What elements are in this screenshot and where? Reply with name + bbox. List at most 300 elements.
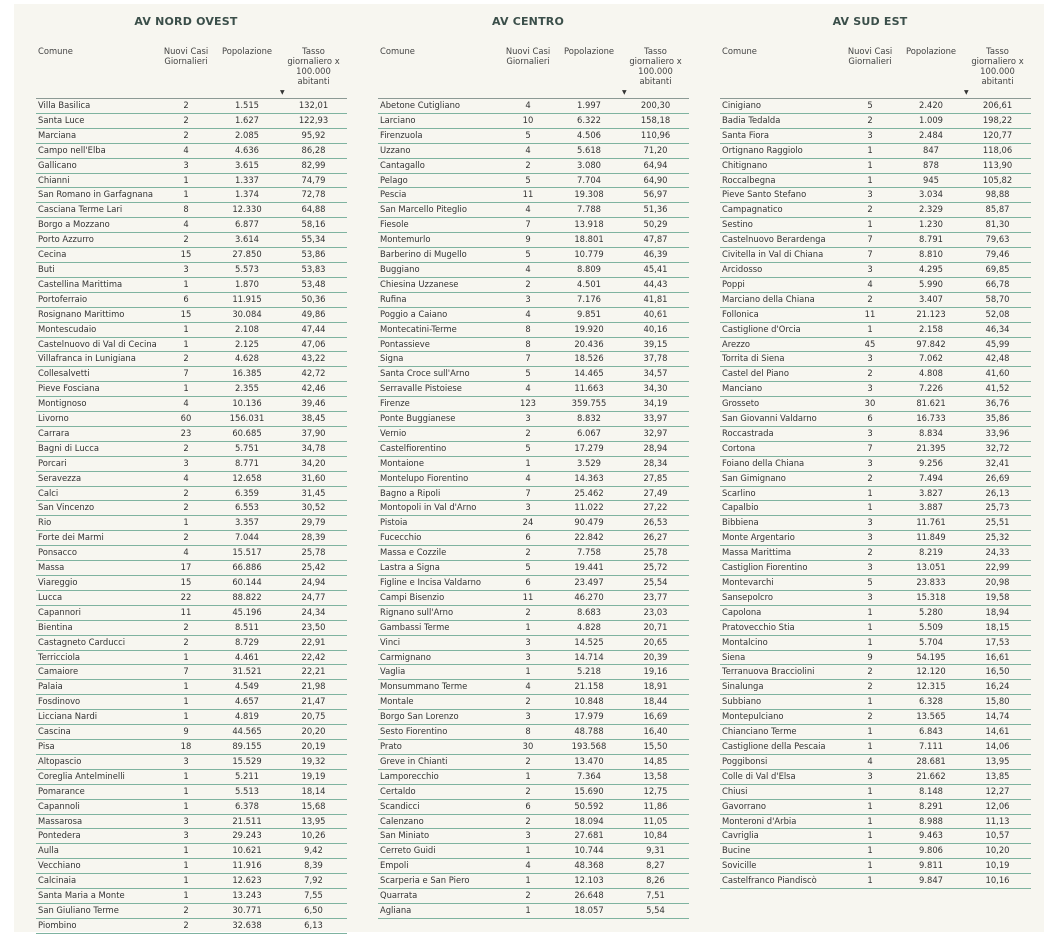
cell-cases: 3 — [500, 635, 556, 650]
cell-population: 12.120 — [898, 665, 964, 680]
cell-population: 1.997 — [556, 99, 622, 114]
cell-comune: Castelnuovo Berardenga — [720, 233, 842, 248]
cell-population: 13.470 — [556, 754, 622, 769]
column-header-cases[interactable]: Nuovi Casi Giornalieri — [500, 42, 556, 99]
table-row — [378, 337, 689, 352]
cell-population: 15.529 — [214, 754, 280, 769]
table-row — [36, 769, 347, 784]
table-row — [720, 113, 1031, 128]
table-row — [378, 725, 689, 740]
cell-population: 3.357 — [214, 516, 280, 531]
cell-rate: 79,63 — [964, 233, 1031, 248]
cell-comune: Montevarchi — [720, 576, 842, 591]
cell-rate: 52,08 — [964, 307, 1031, 322]
cell-cases: 2 — [158, 620, 214, 635]
cell-comune: Fiesole — [378, 218, 500, 233]
sort-descending-icon[interactable]: ▼ — [622, 89, 627, 96]
table-row — [36, 889, 347, 904]
cell-population: 12.330 — [214, 203, 280, 218]
cell-rate: 53,48 — [280, 277, 347, 292]
cell-cases: 9 — [842, 650, 898, 665]
cell-comune: Castelnuovo di Val di Cecina — [36, 337, 158, 352]
cell-rate: 18,15 — [964, 620, 1031, 635]
cell-rate: 8,26 — [622, 874, 689, 889]
cell-comune: Pieve Santo Stefano — [720, 188, 842, 203]
cell-rate: 10,84 — [622, 829, 689, 844]
cell-cases: 3 — [842, 769, 898, 784]
cell-cases: 7 — [842, 248, 898, 263]
cell-population: 9.811 — [898, 859, 964, 874]
cell-population: 3.529 — [556, 456, 622, 471]
cell-rate: 28,34 — [622, 456, 689, 471]
cell-cases: 2 — [842, 471, 898, 486]
cell-cases: 3 — [842, 456, 898, 471]
cell-cases: 60 — [158, 412, 214, 427]
cell-rate: 15,68 — [280, 799, 347, 814]
cell-cases: 1 — [158, 769, 214, 784]
cell-cases: 11 — [500, 188, 556, 203]
cell-comune: Villa Basilica — [36, 99, 158, 114]
cell-population: 3.034 — [898, 188, 964, 203]
cell-cases: 2 — [158, 233, 214, 248]
cell-comune: Arcidosso — [720, 262, 842, 277]
table-row — [720, 829, 1031, 844]
cell-population: 6.877 — [214, 218, 280, 233]
sort-descending-icon[interactable]: ▼ — [280, 89, 285, 96]
cell-cases: 4 — [158, 471, 214, 486]
table-row — [36, 143, 347, 158]
cell-comune: Uzzano — [378, 143, 500, 158]
cell-comune: Collesalvetti — [36, 367, 158, 382]
panel-av-nord-ovest — [36, 4, 340, 934]
cell-rate: 16,69 — [622, 710, 689, 725]
cell-comune: Civitella in Val di Chiana — [720, 248, 842, 263]
table-row — [378, 188, 689, 203]
cell-comune: Santa Fiora — [720, 128, 842, 143]
cell-population: 30.771 — [214, 903, 280, 918]
cell-population: 11.022 — [556, 501, 622, 516]
cell-comune: Capolona — [720, 605, 842, 620]
cell-population: 81.621 — [898, 397, 964, 412]
cell-comune: Casciana Terme Lari — [36, 203, 158, 218]
cell-population: 16.733 — [898, 412, 964, 427]
cell-population: 14.525 — [556, 635, 622, 650]
cell-rate: 82,99 — [280, 158, 347, 173]
column-header-population[interactable]: Popolazione — [556, 42, 622, 99]
cell-population: 3.887 — [898, 501, 964, 516]
cell-population: 31.521 — [214, 665, 280, 680]
cell-rate: 45,41 — [622, 262, 689, 277]
cell-rate: 32,72 — [964, 441, 1031, 456]
table-row — [378, 799, 689, 814]
table-row — [720, 99, 1031, 114]
cell-comune: Castagneto Carducci — [36, 635, 158, 650]
column-header-rate[interactable] — [964, 42, 1031, 99]
cell-rate: 11,86 — [622, 799, 689, 814]
cell-cases: 2 — [500, 814, 556, 829]
cell-population: 7.364 — [556, 769, 622, 784]
table-row — [36, 99, 347, 114]
cell-population: 11.915 — [214, 292, 280, 307]
table-row — [378, 769, 689, 784]
cell-comune: Poppi — [720, 277, 842, 292]
cell-comune: San Giuliano Terme — [36, 903, 158, 918]
cell-comune: Santa Maria a Monte — [36, 889, 158, 904]
cell-population: 13.051 — [898, 561, 964, 576]
cell-population: 12.658 — [214, 471, 280, 486]
cell-population: 17.979 — [556, 710, 622, 725]
cell-population: 13.565 — [898, 710, 964, 725]
cell-cases: 1 — [842, 218, 898, 233]
cell-comune: Cerreto Guidi — [378, 844, 500, 859]
cell-cases: 1 — [842, 143, 898, 158]
cell-cases: 5 — [500, 173, 556, 188]
cell-cases: 3 — [500, 829, 556, 844]
table-row — [36, 248, 347, 263]
cell-population: 4.828 — [556, 620, 622, 635]
cell-cases: 5 — [842, 99, 898, 114]
cell-cases: 5 — [500, 248, 556, 263]
cell-cases: 7 — [500, 352, 556, 367]
cell-rate: 11,13 — [964, 814, 1031, 829]
table-row — [378, 233, 689, 248]
cell-comune: Livorno — [36, 412, 158, 427]
table-row — [36, 322, 347, 337]
cell-comune: Arezzo — [720, 337, 842, 352]
cell-population: 9.847 — [898, 874, 964, 889]
cell-comune: Castellina Marittima — [36, 277, 158, 292]
cell-comune: Rosignano Marittimo — [36, 307, 158, 322]
cell-rate: 34,30 — [622, 382, 689, 397]
table-row — [720, 173, 1031, 188]
cell-rate: 198,22 — [964, 113, 1031, 128]
cell-rate: 37,90 — [280, 426, 347, 441]
cell-population: 4.628 — [214, 352, 280, 367]
table-row — [720, 337, 1031, 352]
cell-population: 21.123 — [898, 307, 964, 322]
cell-population: 11.849 — [898, 531, 964, 546]
cell-rate: 18,44 — [622, 695, 689, 710]
cell-rate: 24,94 — [280, 576, 347, 591]
cell-cases: 4 — [500, 680, 556, 695]
cell-cases: 2 — [500, 695, 556, 710]
cell-cases: 2 — [158, 113, 214, 128]
sort-descending-icon[interactable]: ▼ — [964, 89, 969, 96]
table-row — [720, 456, 1031, 471]
cell-comune: Vaglia — [378, 665, 500, 680]
table-row — [720, 203, 1031, 218]
header-row — [36, 42, 347, 99]
cell-population: 66.886 — [214, 561, 280, 576]
cell-cases: 5 — [842, 576, 898, 591]
column-header-population[interactable]: Popolazione — [214, 42, 280, 99]
cell-population: 1.374 — [214, 188, 280, 203]
cell-population: 5.218 — [556, 665, 622, 680]
cell-cases: 6 — [500, 531, 556, 546]
table-row — [36, 471, 347, 486]
cell-rate: 71,20 — [622, 143, 689, 158]
cell-population: 7.226 — [898, 382, 964, 397]
table-row — [720, 397, 1031, 412]
cell-comune: Badia Tedalda — [720, 113, 842, 128]
cell-population: 19.308 — [556, 188, 622, 203]
table-row — [36, 456, 347, 471]
cell-population: 5.751 — [214, 441, 280, 456]
cell-comune: Sovicille — [720, 859, 842, 874]
cell-comune: Pontassieve — [378, 337, 500, 352]
cell-cases: 2 — [158, 918, 214, 933]
cell-population: 8.291 — [898, 799, 964, 814]
table-row — [36, 486, 347, 501]
cell-comune: Chianciano Terme — [720, 725, 842, 740]
cell-comune: Abetone Cutigliano — [378, 99, 500, 114]
cell-comune: San Gimignano — [720, 471, 842, 486]
column-header-rate[interactable] — [622, 42, 689, 99]
cell-cases: 2 — [842, 292, 898, 307]
cell-cases: 3 — [842, 531, 898, 546]
table-row — [36, 531, 347, 546]
cell-comune: Palaia — [36, 680, 158, 695]
cell-population: 9.851 — [556, 307, 622, 322]
cell-rate: 31,60 — [280, 471, 347, 486]
column-header-rate-label: Tasso giornaliero x 100.000 abitanti — [971, 46, 1024, 86]
cell-cases: 15 — [158, 248, 214, 263]
cell-cases: 3 — [842, 128, 898, 143]
cell-population: 1.337 — [214, 173, 280, 188]
table-row — [36, 874, 347, 889]
cell-cases: 1 — [842, 695, 898, 710]
cell-cases: 1 — [158, 874, 214, 889]
cell-rate: 20,65 — [622, 635, 689, 650]
cell-rate: 118,06 — [964, 143, 1031, 158]
cell-comune: Santa Luce — [36, 113, 158, 128]
cell-cases: 10 — [500, 113, 556, 128]
cell-rate: 10,20 — [964, 844, 1031, 859]
table-row — [36, 725, 347, 740]
cell-rate: 34,19 — [622, 397, 689, 412]
cell-comune: Serravalle Pistoiese — [378, 382, 500, 397]
cell-cases: 45 — [842, 337, 898, 352]
table-row — [720, 576, 1031, 591]
column-header-cases[interactable]: Nuovi Casi Giornalieri — [158, 42, 214, 99]
cell-comune: Roccastrada — [720, 426, 842, 441]
cell-population: 4.636 — [214, 143, 280, 158]
cell-population: 359.755 — [556, 397, 622, 412]
cell-cases: 1 — [842, 158, 898, 173]
cell-cases: 4 — [500, 859, 556, 874]
cell-comune: Greve in Chianti — [378, 754, 500, 769]
cell-population: 193.568 — [556, 739, 622, 754]
cell-comune: Borgo San Lorenzo — [378, 710, 500, 725]
cell-comune: Rignano sull'Arno — [378, 605, 500, 620]
cell-population: 48.788 — [556, 725, 622, 740]
table-row — [36, 784, 347, 799]
column-header-comune[interactable]: Comune — [36, 42, 158, 99]
cell-rate: 7,51 — [622, 889, 689, 904]
cell-rate: 13,58 — [622, 769, 689, 784]
cell-rate: 14,06 — [964, 739, 1031, 754]
cell-comune: Sesto Fiorentino — [378, 725, 500, 740]
cell-population: 45.196 — [214, 605, 280, 620]
cell-cases: 1 — [842, 501, 898, 516]
table-row — [720, 784, 1031, 799]
table-row — [720, 650, 1031, 665]
cell-comune: Massarosa — [36, 814, 158, 829]
cell-rate: 31,45 — [280, 486, 347, 501]
table-row — [720, 814, 1031, 829]
cell-comune: Montignoso — [36, 397, 158, 412]
cell-rate: 20,98 — [964, 576, 1031, 591]
cell-cases: 1 — [842, 799, 898, 814]
cell-rate: 25,78 — [622, 546, 689, 561]
table-row — [378, 561, 689, 576]
cell-cases: 1 — [158, 188, 214, 203]
cell-comune: Bagno a Ripoli — [378, 486, 500, 501]
cell-population: 2.355 — [214, 382, 280, 397]
cell-cases: 1 — [158, 710, 214, 725]
column-header-comune[interactable]: Comune — [378, 42, 500, 99]
table-row — [378, 903, 689, 918]
cell-rate: 69,85 — [964, 262, 1031, 277]
cell-rate: 24,33 — [964, 546, 1031, 561]
cell-comune: Seravezza — [36, 471, 158, 486]
cell-cases: 2 — [500, 754, 556, 769]
cell-comune: Porto Azzurro — [36, 233, 158, 248]
column-header-cases[interactable]: Nuovi Casi Giornalieri — [842, 42, 898, 99]
data-table — [378, 42, 689, 919]
cell-rate: 42,48 — [964, 352, 1031, 367]
cell-population: 4.819 — [214, 710, 280, 725]
table-row — [378, 784, 689, 799]
table-row — [36, 739, 347, 754]
cell-rate: 64,90 — [622, 173, 689, 188]
column-header-population[interactable]: Popolazione — [898, 42, 964, 99]
cell-cases: 3 — [158, 754, 214, 769]
table-row — [720, 486, 1031, 501]
cell-population: 60.685 — [214, 426, 280, 441]
cell-population: 8.511 — [214, 620, 280, 635]
cell-cases: 24 — [500, 516, 556, 531]
cell-population: 30.084 — [214, 307, 280, 322]
table-row — [720, 710, 1031, 725]
cell-cases: 4 — [500, 99, 556, 114]
column-header-comune[interactable]: Comune — [720, 42, 842, 99]
table-row — [378, 248, 689, 263]
cell-population: 21.662 — [898, 769, 964, 784]
cell-comune: Quarrata — [378, 889, 500, 904]
table-row — [378, 352, 689, 367]
table-row — [36, 426, 347, 441]
cell-comune: Marciano della Chiana — [720, 292, 842, 307]
cell-comune: Capalbio — [720, 501, 842, 516]
cell-rate: 29,79 — [280, 516, 347, 531]
cell-population: 18.801 — [556, 233, 622, 248]
cell-population: 1.515 — [214, 99, 280, 114]
table-row — [378, 590, 689, 605]
cell-comune: Bagni di Lucca — [36, 441, 158, 456]
table-row — [378, 650, 689, 665]
table-row — [378, 203, 689, 218]
cell-rate: 33,96 — [964, 426, 1031, 441]
cell-population: 8.810 — [898, 248, 964, 263]
cell-population: 16.385 — [214, 367, 280, 382]
cell-cases: 2 — [842, 203, 898, 218]
cell-population: 5.704 — [898, 635, 964, 650]
cell-comune: Ponte Buggianese — [378, 412, 500, 427]
cell-cases: 5 — [500, 441, 556, 456]
column-header-rate[interactable] — [280, 42, 347, 99]
cell-cases: 23 — [158, 426, 214, 441]
cell-rate: 12,06 — [964, 799, 1031, 814]
cell-comune: Viareggio — [36, 576, 158, 591]
cell-comune: Montescudaio — [36, 322, 158, 337]
cell-comune: San Romano in Garfagnana — [36, 188, 158, 203]
cell-cases: 30 — [842, 397, 898, 412]
table-row — [36, 918, 347, 933]
cell-cases: 2 — [500, 277, 556, 292]
cell-population: 9.256 — [898, 456, 964, 471]
cell-comune: Vinci — [378, 635, 500, 650]
cell-rate: 8,39 — [280, 859, 347, 874]
cell-cases: 3 — [500, 412, 556, 427]
cell-population: 10.744 — [556, 844, 622, 859]
cell-cases: 4 — [500, 203, 556, 218]
cell-comune: Fucecchio — [378, 531, 500, 546]
cell-cases: 11 — [500, 590, 556, 605]
cell-rate: 41,52 — [964, 382, 1031, 397]
cell-cases: 4 — [842, 277, 898, 292]
cell-comune: Prato — [378, 739, 500, 754]
cell-cases: 3 — [158, 158, 214, 173]
table-row — [378, 99, 689, 114]
table-row — [720, 680, 1031, 695]
cell-comune: Vernio — [378, 426, 500, 441]
table-row — [720, 188, 1031, 203]
cell-rate: 7,55 — [280, 889, 347, 904]
cell-cases: 1 — [158, 844, 214, 859]
cell-population: 2.420 — [898, 99, 964, 114]
cell-cases: 3 — [842, 262, 898, 277]
table-row — [36, 441, 347, 456]
cell-population: 7.111 — [898, 739, 964, 754]
cell-comune: Terranuova Bracciolini — [720, 665, 842, 680]
cell-rate: 22,42 — [280, 650, 347, 665]
cell-comune: Montecatini-Terme — [378, 322, 500, 337]
cell-comune: Agliana — [378, 903, 500, 918]
cell-rate: 10,19 — [964, 859, 1031, 874]
cell-population: 10.621 — [214, 844, 280, 859]
table-row — [378, 158, 689, 173]
cell-comune: Aulla — [36, 844, 158, 859]
table-row — [36, 233, 347, 248]
cell-rate: 26,13 — [964, 486, 1031, 501]
cell-rate: 13,95 — [280, 814, 347, 829]
cell-comune: Bucine — [720, 844, 842, 859]
cell-population: 18.526 — [556, 352, 622, 367]
cell-cases: 4 — [500, 262, 556, 277]
cell-rate: 113,90 — [964, 158, 1031, 173]
table-row — [36, 754, 347, 769]
cell-rate: 23,50 — [280, 620, 347, 635]
cell-cases: 3 — [500, 501, 556, 516]
cell-comune: Figline e Incisa Valdarno — [378, 576, 500, 591]
table-row — [378, 322, 689, 337]
table-row — [36, 277, 347, 292]
cell-comune: Terricciola — [36, 650, 158, 665]
table-row — [720, 158, 1031, 173]
cell-comune: Montalcino — [720, 635, 842, 650]
table-row — [378, 695, 689, 710]
